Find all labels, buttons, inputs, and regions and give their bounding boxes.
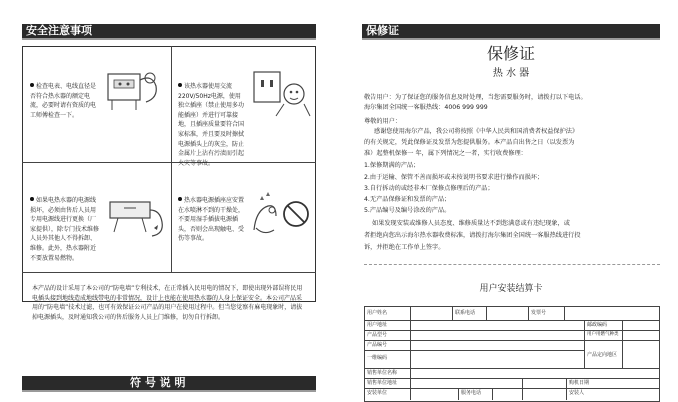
table-row-line [364,388,659,389]
table-row-line [364,368,659,369]
table-col-line [458,388,459,400]
right-header-title: 保修证 [366,24,399,37]
table-col-line [522,378,523,400]
table-row-line [364,340,659,341]
warranty-body-line: 如果发现安装或维修人员态度、维修质量达不到您满意或有违纪现象，或 [372,220,570,227]
table-col-line [410,306,411,400]
bullet-icon [30,83,34,87]
label-single-no: 一维编码 [367,355,388,361]
table-row-line [364,320,659,321]
label-invoice-no: 发票号 [531,310,547,316]
wet-hand-prohibited-illustration-icon [246,190,314,248]
warranty-subtitle: 热 水 器 [492,68,530,79]
notice-line-2: 海尔集团全国统一客服热线：4006 999 999 [364,104,488,111]
install-card-title: 用户安装结算卡 [479,284,543,294]
warranty-body-line: 5.产品编号及编号涂改的产品。 [364,207,451,214]
warranty-body-line: 诉，并拒绝在工作单上签字。 [364,244,445,251]
label-postcode: 邮政编码 [587,322,608,328]
label-install-person: 安装人 [569,390,585,396]
panel-divider-horizontal [22,162,316,163]
table-col-line [492,388,493,400]
warranty-body-line: 2.由于运输、保管不善而损坏或未按说明书要求进行操作而损坏； [364,174,544,181]
warranty-body-line: 准）起整机保修一 年，属下列情况之一者，实行收费修理： [364,150,527,157]
label-user-gas-type: 用户用燃气种类 [587,332,619,337]
warranty-body-line: 1.保修期满的产品； [364,162,420,169]
symbol-legend-title: 符 号 说 明 [130,376,186,389]
right-section-header [362,24,660,40]
label-purchase-date: 购机日期 [569,380,590,386]
label-sales-unit-name: 销售单位名称 [367,370,398,376]
damaged-cable-illustration-icon [104,188,168,244]
label-contact-phone: 联系电话 [455,310,476,316]
plug-socket-illustration-icon [248,66,314,122]
left-header-title: 安全注意事项 [26,24,92,37]
safety-item-4: 热水器电源插座应安置在水喷淋不到的干燥处，不要用湿手插拔电源插头，否则会出现触电、受伤等事故。 [178,197,245,243]
cut-line-divider [364,264,660,265]
bullet-icon [178,83,182,87]
left-section-header [22,24,316,40]
label-service-phone: 服务电话 [461,390,482,396]
notice-line-1: 敬告用户：为了保证您的服务信息及时处理，当您需要服务时，请拨打以下电话。 [364,94,587,101]
table-row-line [364,350,584,351]
warranty-title: 保修证 [486,44,535,63]
safety-item-1: 检查电表、电线直径是否符合热水器的额定电流，必要时请有资质的电工师傅检查一下。 [30,83,97,119]
warranty-body-line: 者拒绝向您出示海尔热水器收费标准，请拨打海尔集团全国统一客服热线进行投 [364,232,581,239]
electric-meter-illustration-icon [100,64,164,116]
label-user-address: 用户地址 [367,322,388,328]
label-product-no: 产品编号 [367,342,388,348]
label-product-model: 产品型号 [367,332,388,338]
label-place-of-origin: 产品定向地区 [587,352,618,358]
bullet-icon [30,197,34,201]
table-col-line [486,306,487,320]
warranty-body-line: 4.无产品保修证和发票的产品； [364,196,451,203]
table-col-line [566,378,567,400]
table-col-line [564,306,565,320]
table-col-line [622,320,623,368]
label-user-name: 用户姓名 [367,310,388,316]
dear-user-label: 尊敬的用户： [364,118,402,125]
table-row-line [364,330,659,331]
safety-item-3: 如果电热水器的电源线损坏，必须由售后人员用专用电源线进行更换（厂家提供），除专门技术维修人员外其他人不得拆卸、维修。此外，热水器附近不要放置易燃物。 [30,197,100,262]
safety-item-2: 该热水器使用交流220V/50Hz电源，使用独立插座（禁止使用多功能插座）并进行可靠接地，且插座质量要符合国家标准，并且要及时擦拭电源插头上的灰尘，防止金属片上沾有污渍而引起火灾等事故。 [178,83,245,167]
table-col-line [452,306,453,320]
label-install-unit: 安装单位 [367,390,388,396]
panel-divider-horizontal-2 [22,272,316,273]
anti-electric-wall-note: 本产品的设计采用了本公司的“防电墙”专利技术，在正常插入民用电的情况下，即使出现外部误将民用电插头接到地线造成地线带电的非常情况，设计上也能在使用热水器的人身上保证安全。本公司产品采用的“防电墙”技术过滤，也可有效保证公司产品的用户在使用过程中。但当您觉察有麻电现象时，请拔掉电源插头，及时通知我公司的售后服务人员上门维修，切勿自行拆卸。 [32,285,303,321]
table-col-line [528,306,529,320]
bullet-icon [178,197,182,201]
warranty-body-line: 3.自行拆动的或经非本厂保修点修理后的产品； [364,185,494,192]
table-row-line [364,378,659,379]
label-sales-unit-address: 销售单位地址 [367,380,398,386]
warranty-body-line: 的有关规定，凭此保修证及发票为您提供服务。本产品自出售之日（以发票为 [364,139,575,146]
table-col-line [584,320,585,368]
panel-divider-vertical [171,46,172,272]
warranty-body-line: 感谢您使用海尔产品，我公司将按照《中华人民共和国消费者权益保护法》 [374,128,579,135]
symbol-legend-header [22,376,316,392]
